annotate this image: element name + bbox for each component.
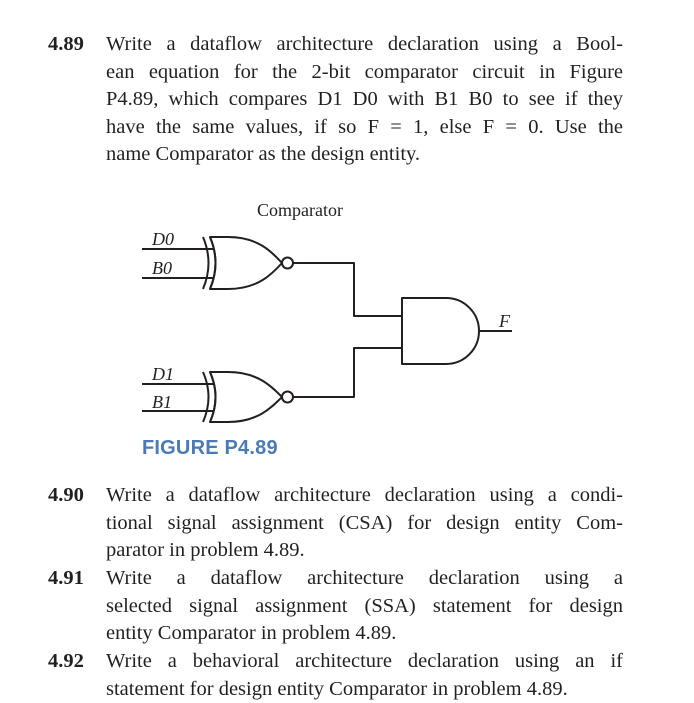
input-label-d0: D0: [151, 229, 174, 249]
problem-text-line: entity Comparator in problem 4.89.: [106, 620, 628, 648]
entity-label: Comparator: [257, 200, 343, 220]
input-label-b1: B1: [152, 392, 172, 412]
and-gate: [402, 298, 479, 364]
problem-text-line: Write a dataflow architecture declaration using a Bool-: [106, 31, 623, 59]
problem-4-92: [48, 648, 628, 703]
problem-text-line: parator in problem 4.89.: [106, 537, 628, 565]
figure-caption: FIGURE P4.89: [142, 437, 278, 460]
problem-text-line: Write a behavioral architecture declaration using an if: [106, 648, 623, 676]
problem-text-line: Write a dataflow architecture declaration using a: [106, 565, 623, 593]
problem-text-line: tional signal assignment (CSA) for design entity Com-: [106, 510, 623, 538]
problem-text-line: statement for design entity Comparator in problem 4.89.: [106, 676, 628, 703]
problem-text-line: selected signal assignment (SSA) statement for design: [106, 593, 623, 621]
problem-text-line: Write a dataflow architecture declaration using a condi-: [106, 482, 623, 510]
problem-text-line: name Comparator as the design entity.: [106, 141, 628, 169]
problem-number: 4.90: [48, 482, 84, 510]
problem-4-91: [48, 565, 628, 648]
input-label-d1: D1: [151, 364, 174, 384]
problem-text-line: have the same values, if so F = 1, else F = 0. Use the: [106, 114, 623, 142]
problem-number: 4.92: [48, 648, 84, 676]
input-label-b0: B0: [152, 258, 172, 278]
problem-text-line: P4.89, which compares D1 D0 with B1 B0 to see if they: [106, 86, 623, 114]
problem-number: 4.91: [48, 565, 84, 593]
problem-text-line: ean equation for the 2-bit comparator circuit in Figure: [106, 59, 623, 87]
problem-number: 4.89: [48, 31, 84, 59]
problem-4-90: [48, 482, 628, 565]
output-label-f: F: [498, 311, 511, 331]
